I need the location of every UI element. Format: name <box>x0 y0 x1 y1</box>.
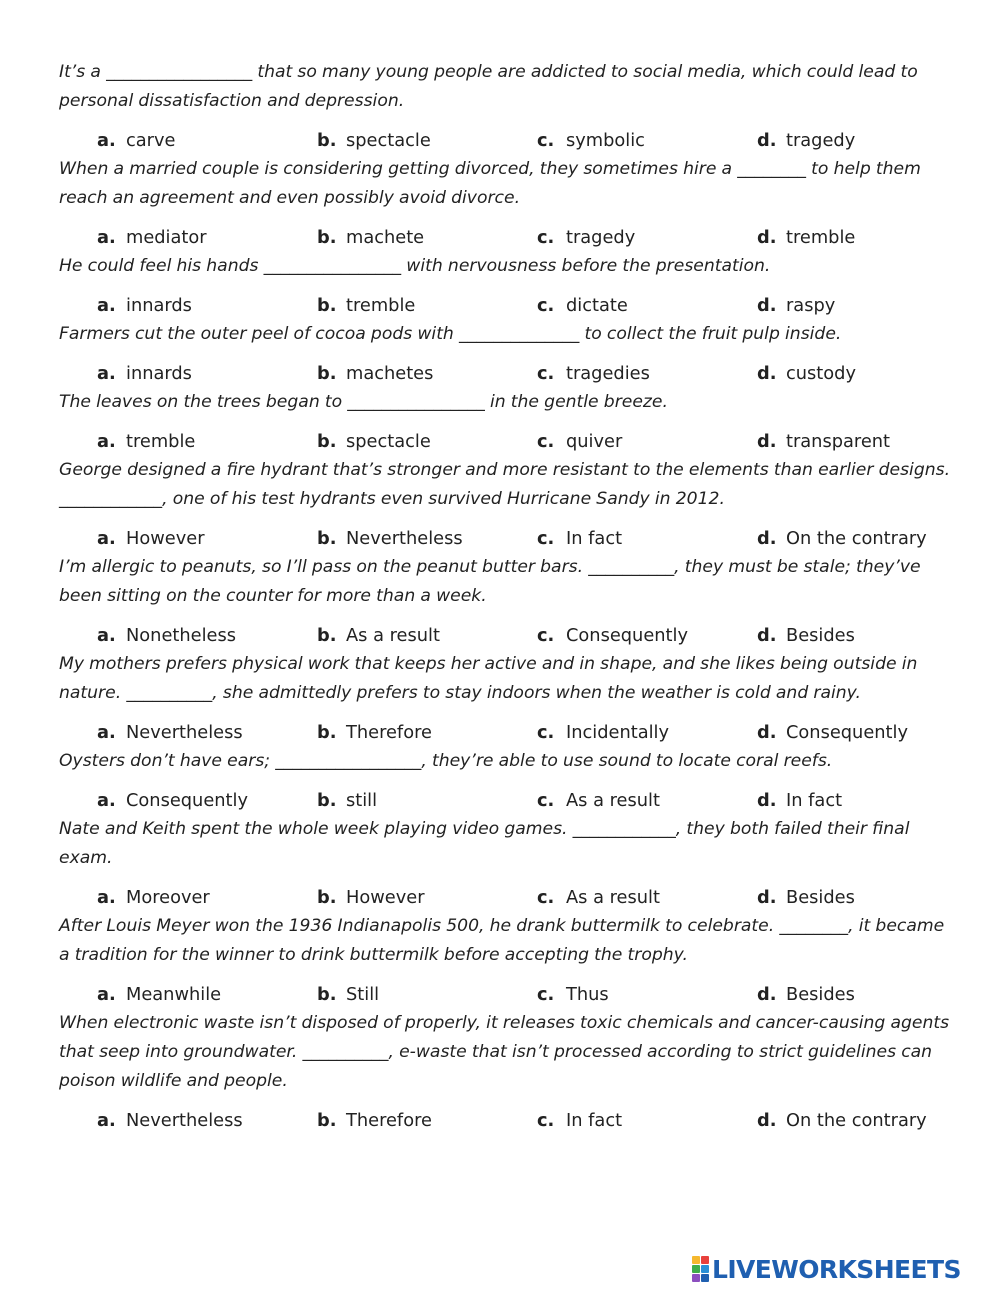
option-letter: c. <box>537 790 555 811</box>
option-text: As a result <box>346 625 440 646</box>
liveworksheets-logo-icon <box>692 1256 709 1282</box>
answer-option-c[interactable] <box>537 292 757 320</box>
question-stem: The leaves on the trees began to ________________ in the gentle breeze. <box>59 392 668 412</box>
option-text: machetes <box>346 363 434 384</box>
question-11 <box>59 912 954 1009</box>
answer-option-c[interactable] <box>537 127 757 155</box>
option-text: tragedy <box>786 130 856 151</box>
answer-option-c[interactable] <box>537 719 757 747</box>
option-letter: b. <box>317 130 337 151</box>
option-letter: a. <box>97 130 116 151</box>
option-letter: c. <box>537 625 555 646</box>
option-letter: d. <box>757 130 777 151</box>
option-letter: b. <box>317 431 337 452</box>
answer-option-c[interactable] <box>537 428 757 456</box>
option-text: raspy <box>786 295 836 316</box>
answer-option-a[interactable] <box>59 719 317 747</box>
option-text: tragedy <box>566 227 636 248</box>
option-text: On the contrary <box>786 1110 927 1131</box>
answer-options <box>59 428 954 456</box>
option-text: Nonetheless <box>126 625 236 646</box>
option-text: Meanwhile <box>126 984 222 1005</box>
answer-option-a[interactable] <box>59 884 317 912</box>
option-letter: c. <box>537 722 555 743</box>
option-letter: c. <box>537 295 555 316</box>
option-text: Consequently <box>786 722 908 743</box>
option-text: In fact <box>566 1110 623 1131</box>
question-12 <box>59 1009 954 1135</box>
logo-mark-tile <box>692 1256 700 1264</box>
worksheet <box>59 58 954 1135</box>
answer-option-b[interactable] <box>317 884 537 912</box>
option-text: Therefore <box>346 722 432 743</box>
answer-option-c[interactable] <box>537 1107 757 1135</box>
logo-mark-tile <box>692 1265 700 1273</box>
option-text: Besides <box>786 625 855 646</box>
option-letter: a. <box>97 431 116 452</box>
liveworksheets-logo[interactable] <box>692 1254 961 1284</box>
question-stem: It’s a _________________ that so many young people are addicted to social media, which could lead to personal dissatisfaction and depression. <box>59 62 918 111</box>
question-stem: I’m allergic to peanuts, so I’ll pass on the peanut butter bars. __________, they must be stale; they’ve been sitting on the counter for more than a week. <box>59 557 921 606</box>
answer-option-d[interactable] <box>757 622 977 650</box>
answer-option-c[interactable] <box>537 981 757 1009</box>
option-text: Besides <box>786 984 855 1005</box>
option-text: innards <box>126 295 192 316</box>
answer-option-c[interactable] <box>537 525 757 553</box>
option-letter: c. <box>537 528 555 549</box>
answer-option-b[interactable] <box>317 360 537 388</box>
option-letter: b. <box>317 295 337 316</box>
answer-option-a[interactable] <box>59 525 317 553</box>
answer-option-d[interactable] <box>757 787 977 815</box>
option-letter: b. <box>317 984 337 1005</box>
option-letter: b. <box>317 1110 337 1131</box>
option-letter: d. <box>757 722 777 743</box>
answer-option-a[interactable] <box>59 981 317 1009</box>
option-letter: c. <box>537 431 555 452</box>
option-text: Still <box>346 984 380 1005</box>
question-stem: My mothers prefers physical work that keeps her active and in shape, and she likes being outside in nature. __________, she admittedly prefers to stay indoors when the weather is cold and rainy. <box>59 654 918 703</box>
option-text: machete <box>346 227 425 248</box>
option-text: spectacle <box>346 130 431 151</box>
option-letter: c. <box>537 984 555 1005</box>
answer-option-d[interactable] <box>757 981 977 1009</box>
option-letter: d. <box>757 790 777 811</box>
option-text: quiver <box>566 431 623 452</box>
option-text: However <box>346 887 425 908</box>
question-3 <box>59 252 954 320</box>
question-stem: When a married couple is considering getting divorced, they sometimes hire a ________ to help them reach an agreement and even possibly avoid divorce. <box>59 159 921 208</box>
option-text: Nevertheless <box>126 1110 243 1131</box>
option-letter: c. <box>537 227 555 248</box>
option-text: spectacle <box>346 431 431 452</box>
option-text: Nevertheless <box>346 528 463 549</box>
option-text: tremble <box>786 227 856 248</box>
question-4 <box>59 320 954 388</box>
option-letter: a. <box>97 984 116 1005</box>
option-text: Besides <box>786 887 855 908</box>
option-letter: d. <box>757 984 777 1005</box>
question-stem: George designed a fire hydrant that’s stronger and more resistant to the elements than earlier designs. ____________, one of his test hydrants even survived Hurricane Sandy in 2012. <box>59 460 951 509</box>
option-text: carve <box>126 130 176 151</box>
option-letter: b. <box>317 887 337 908</box>
answer-options <box>59 622 954 650</box>
answer-options <box>59 719 954 747</box>
option-letter: b. <box>317 625 337 646</box>
answer-option-b[interactable] <box>317 981 537 1009</box>
option-letter: a. <box>97 363 116 384</box>
option-text: On the contrary <box>786 528 927 549</box>
answer-options <box>59 224 954 252</box>
option-letter: b. <box>317 790 337 811</box>
option-text: tragedies <box>566 363 650 384</box>
option-letter: d. <box>757 431 777 452</box>
answer-option-a[interactable] <box>59 428 317 456</box>
question-stem: Nate and Keith spent the whole week playing video games. ____________, they both failed their final exam. <box>59 819 910 868</box>
answer-options <box>59 981 954 1009</box>
option-letter: a. <box>97 790 116 811</box>
answer-option-a[interactable] <box>59 360 317 388</box>
answer-option-a[interactable] <box>59 224 317 252</box>
option-text: still <box>346 790 378 811</box>
logo-mark-tile <box>701 1274 709 1282</box>
answer-options <box>59 127 954 155</box>
option-text: custody <box>786 363 856 384</box>
option-text: In fact <box>786 790 843 811</box>
answer-options <box>59 884 954 912</box>
answer-option-c[interactable] <box>537 622 757 650</box>
answer-options <box>59 525 954 553</box>
option-letter: a. <box>97 295 116 316</box>
option-letter: a. <box>97 625 116 646</box>
answer-options <box>59 292 954 320</box>
option-letter: c. <box>537 1110 555 1131</box>
answer-option-b[interactable] <box>317 127 537 155</box>
option-text: dictate <box>566 295 628 316</box>
option-letter: c. <box>537 887 555 908</box>
logo-text: LIVEWORKSHEETS <box>712 1254 961 1284</box>
option-letter: b. <box>317 722 337 743</box>
answer-option-a[interactable] <box>59 1107 317 1135</box>
option-letter: d. <box>757 1110 777 1131</box>
answer-option-c[interactable] <box>537 224 757 252</box>
question-stem: He could feel his hands ________________ with nervousness before the presentation. <box>59 256 771 276</box>
option-letter: d. <box>757 363 777 384</box>
answer-option-d[interactable] <box>757 884 977 912</box>
answer-option-b[interactable] <box>317 622 537 650</box>
option-letter: d. <box>757 295 777 316</box>
answer-option-b[interactable] <box>317 719 537 747</box>
logo-mark-tile <box>701 1265 709 1273</box>
option-text: Thus <box>566 984 609 1005</box>
logo-mark-tile <box>692 1274 700 1282</box>
option-letter: a. <box>97 528 116 549</box>
option-letter: b. <box>317 363 337 384</box>
option-letter: d. <box>757 887 777 908</box>
question-8 <box>59 650 954 747</box>
answer-option-d[interactable] <box>757 1107 977 1135</box>
answer-option-d[interactable] <box>757 224 977 252</box>
answer-option-d[interactable] <box>757 127 977 155</box>
question-10 <box>59 815 954 912</box>
answer-options <box>59 360 954 388</box>
answer-option-b[interactable] <box>317 224 537 252</box>
option-text: Nevertheless <box>126 722 243 743</box>
answer-option-b[interactable] <box>317 787 537 815</box>
question-stem: Farmers cut the outer peel of cocoa pods with ______________ to collect the fruit pulp inside. <box>59 324 842 344</box>
option-letter: c. <box>537 130 555 151</box>
question-5 <box>59 388 954 456</box>
question-6 <box>59 456 954 553</box>
option-text: Incidentally <box>566 722 669 743</box>
option-letter: a. <box>97 722 116 743</box>
answer-option-c[interactable] <box>537 787 757 815</box>
option-text: mediator <box>126 227 207 248</box>
option-text: Moreover <box>126 887 210 908</box>
option-text: tremble <box>126 431 196 452</box>
answer-option-b[interactable] <box>317 428 537 456</box>
answer-option-d[interactable] <box>757 428 977 456</box>
option-text: tremble <box>346 295 416 316</box>
option-letter: d. <box>757 528 777 549</box>
question-stem: After Louis Meyer won the 1936 Indianapolis 500, he drank buttermilk to celebrate. ________, it became a tradition for the winner to drink buttermilk before accepting the trophy. <box>59 916 945 965</box>
question-7 <box>59 553 954 650</box>
option-text: In fact <box>566 528 623 549</box>
option-letter: a. <box>97 1110 116 1131</box>
question-1 <box>59 58 954 155</box>
answer-option-a[interactable] <box>59 127 317 155</box>
question-2 <box>59 155 954 252</box>
option-letter: b. <box>317 227 337 248</box>
answer-option-d[interactable] <box>757 360 977 388</box>
option-text: Consequently <box>566 625 688 646</box>
option-letter: b. <box>317 528 337 549</box>
answer-option-c[interactable] <box>537 360 757 388</box>
option-text: Consequently <box>126 790 248 811</box>
question-stem: Oysters don’t have ears; _________________, they’re able to use sound to locate coral reefs. <box>59 751 833 771</box>
answer-options <box>59 787 954 815</box>
answer-option-d[interactable] <box>757 292 977 320</box>
question-stem: When electronic waste isn’t disposed of properly, it releases toxic chemicals and cancer-causing agents that seep into groundwater. __________, e-waste that isn’t processed according to strict guidelines can poison wildlife and people. <box>59 1013 950 1091</box>
option-text: symbolic <box>566 130 645 151</box>
answer-option-a[interactable] <box>59 787 317 815</box>
option-text: As a result <box>566 790 660 811</box>
option-letter: d. <box>757 227 777 248</box>
option-letter: a. <box>97 227 116 248</box>
answer-option-d[interactable] <box>757 719 977 747</box>
option-letter: d. <box>757 625 777 646</box>
option-text: transparent <box>786 431 890 452</box>
option-letter: c. <box>537 363 555 384</box>
logo-mark-tile <box>701 1256 709 1264</box>
answer-option-b[interactable] <box>317 525 537 553</box>
answer-options <box>59 1107 954 1135</box>
question-9 <box>59 747 954 815</box>
answer-option-a[interactable] <box>59 622 317 650</box>
option-text: As a result <box>566 887 660 908</box>
option-text: However <box>126 528 205 549</box>
option-letter: a. <box>97 887 116 908</box>
answer-option-b[interactable] <box>317 292 537 320</box>
option-text: Therefore <box>346 1110 432 1131</box>
answer-option-d[interactable] <box>757 525 977 553</box>
answer-option-b[interactable] <box>317 1107 537 1135</box>
answer-option-a[interactable] <box>59 292 317 320</box>
answer-option-c[interactable] <box>537 884 757 912</box>
option-text: innards <box>126 363 192 384</box>
